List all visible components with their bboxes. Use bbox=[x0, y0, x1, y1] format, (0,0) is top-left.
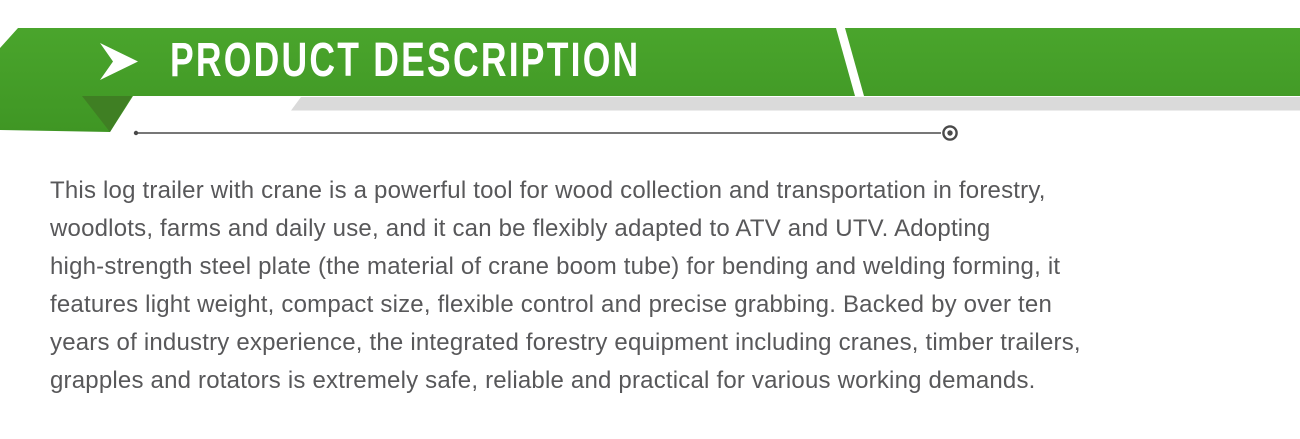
product-description-text bbox=[50, 172, 1280, 400]
description-line: This log trailer with crane is a powerful tool for wood collection and transportation in forestry, bbox=[50, 177, 1046, 204]
section-header-banner bbox=[0, 0, 1300, 150]
section-title: PRODUCT DESCRIPTION bbox=[170, 34, 641, 87]
description-line: woodlots, farms and daily use, and it can be flexibly adapted to ATV and UTV. Adopting bbox=[50, 215, 991, 242]
description-line: years of industry experience, the integrated forestry equipment including cranes, timber trailers, bbox=[50, 329, 1081, 356]
underline-start-dot bbox=[134, 131, 138, 135]
description-line: grapples and rotators is extremely safe, reliable and practical for various working demands. bbox=[50, 367, 1036, 394]
description-line: features light weight, compact size, flexible control and precise grabbing. Backed by over ten bbox=[50, 291, 1053, 318]
description-line: high-strength steel plate (the material of crane boom tube) for bending and welding forming, it bbox=[50, 253, 1061, 280]
gray-accent-strip bbox=[291, 97, 1300, 111]
underline-end-target-dot bbox=[947, 130, 952, 135]
